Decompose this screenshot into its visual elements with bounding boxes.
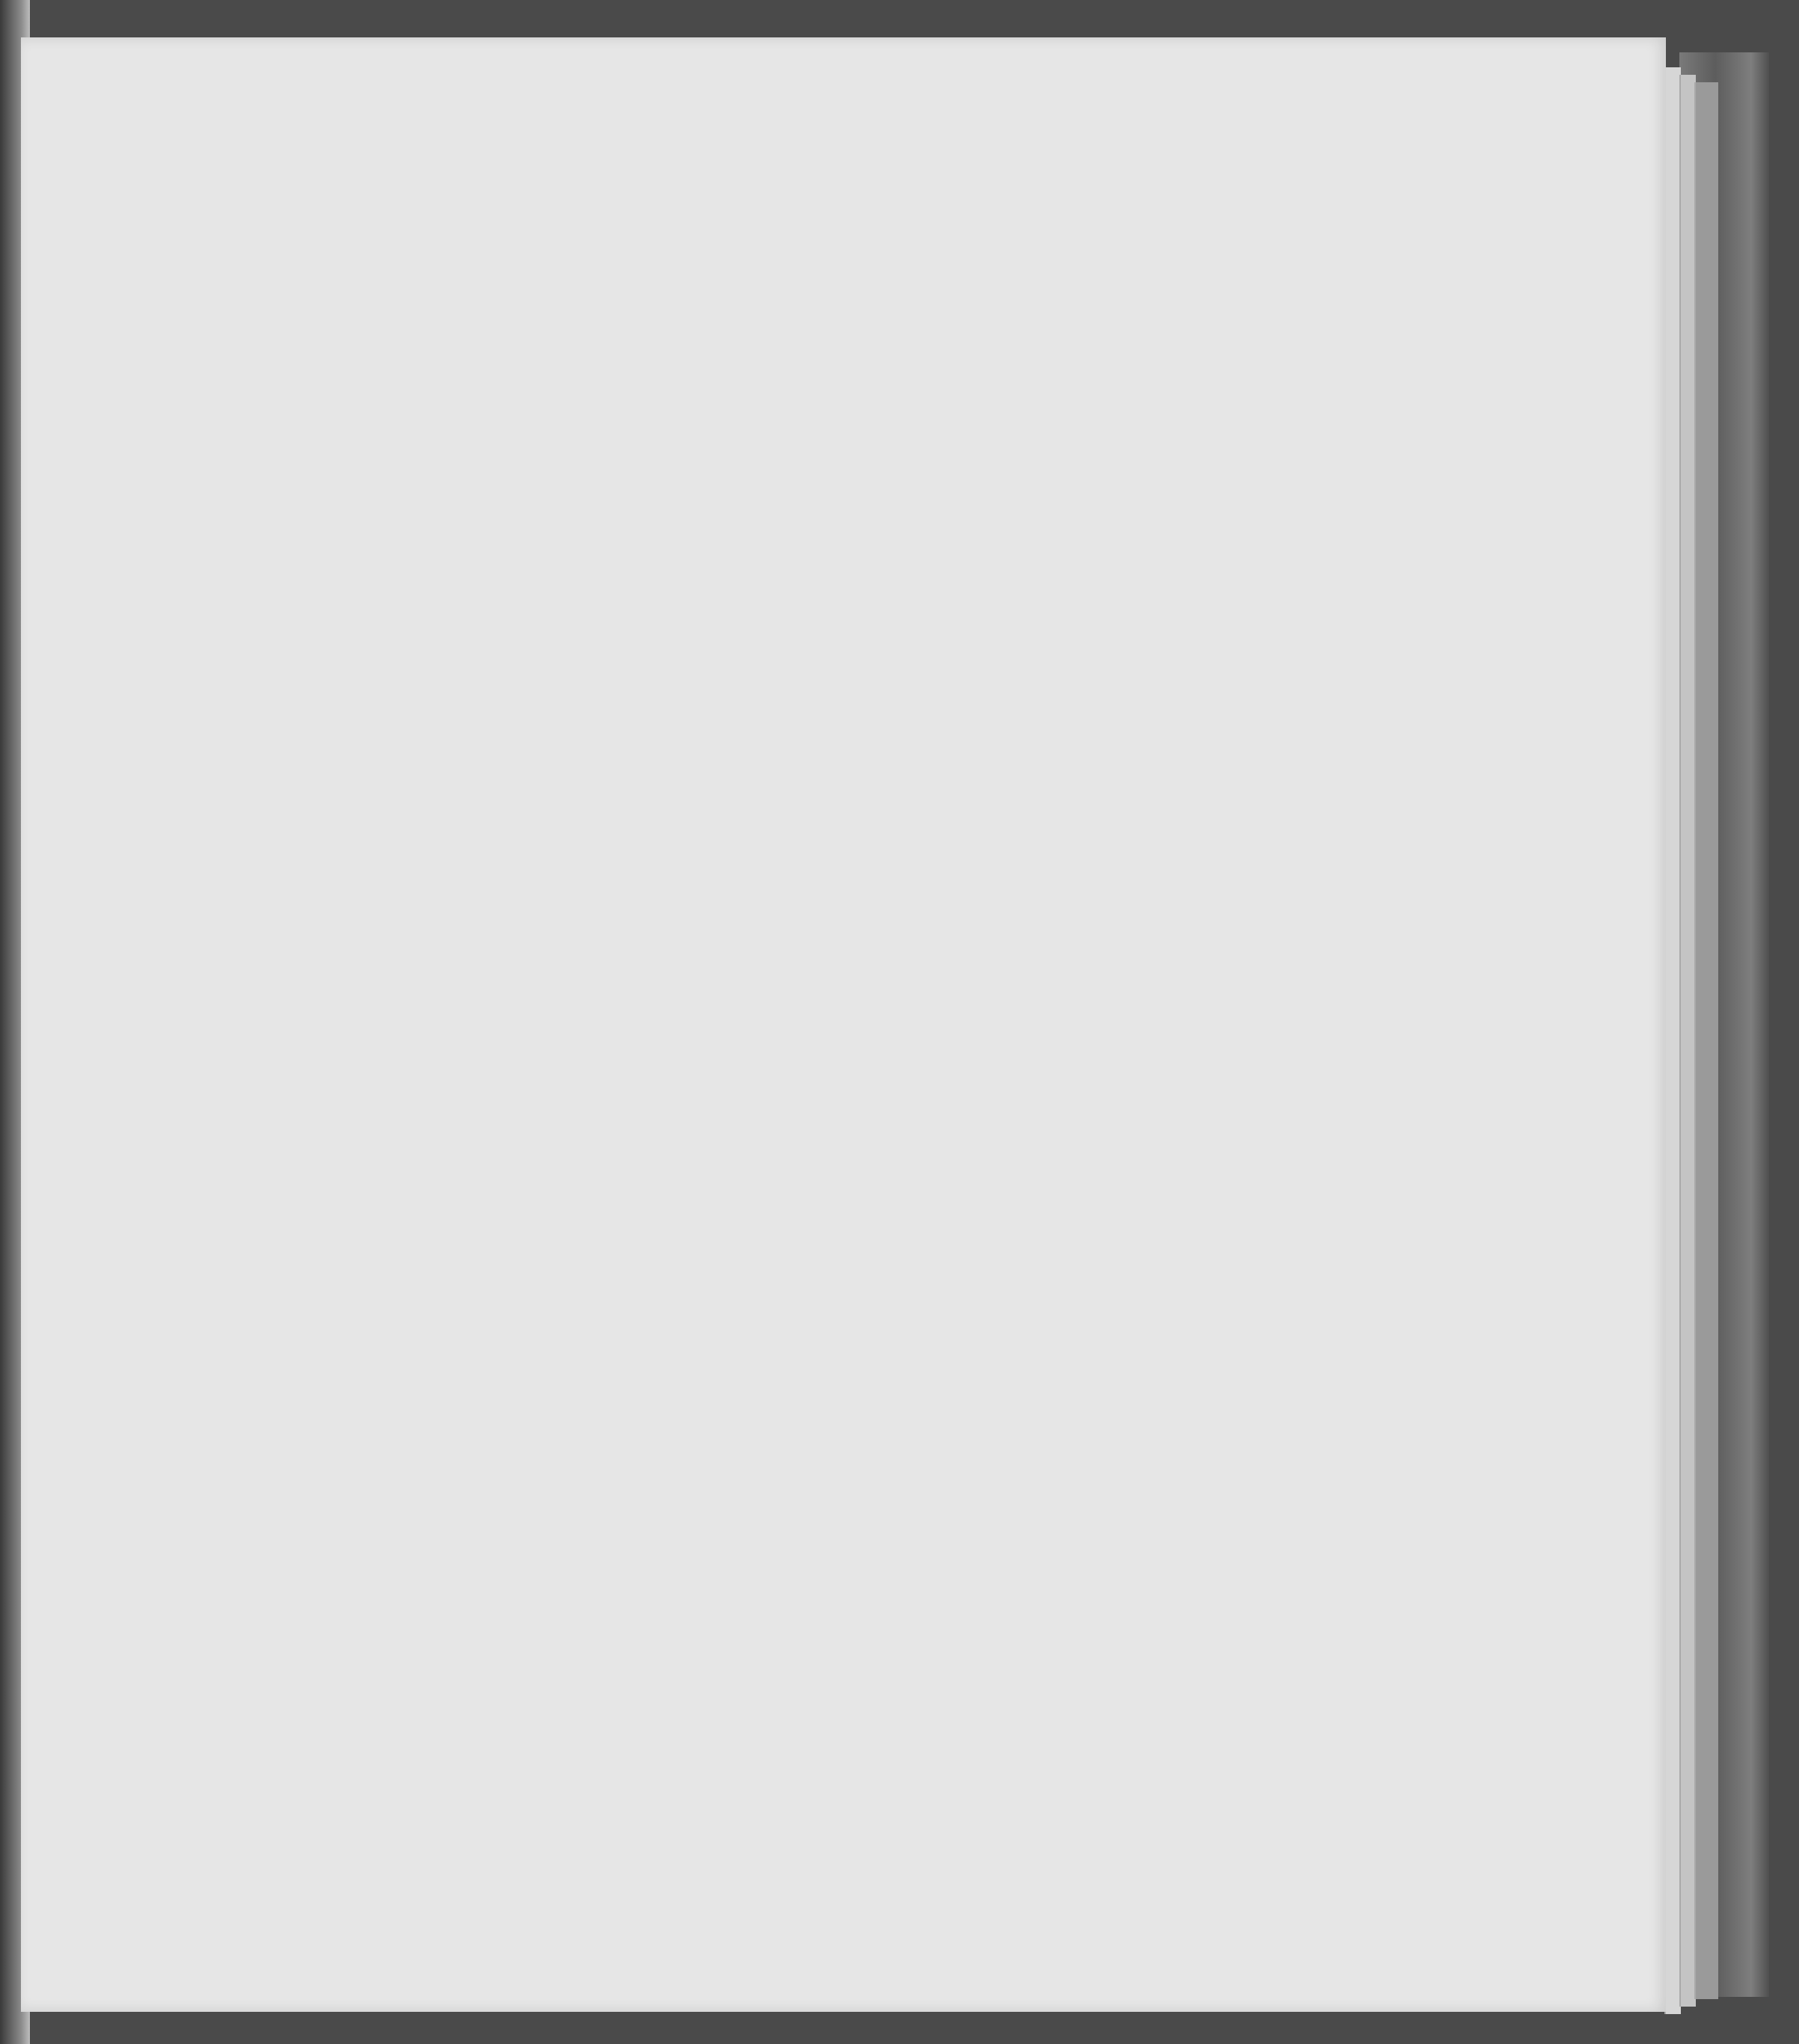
page-edge [1694,82,1718,1999]
page-edge [1664,67,1681,2014]
page [21,37,1666,2012]
page-edge [1679,75,1696,2007]
